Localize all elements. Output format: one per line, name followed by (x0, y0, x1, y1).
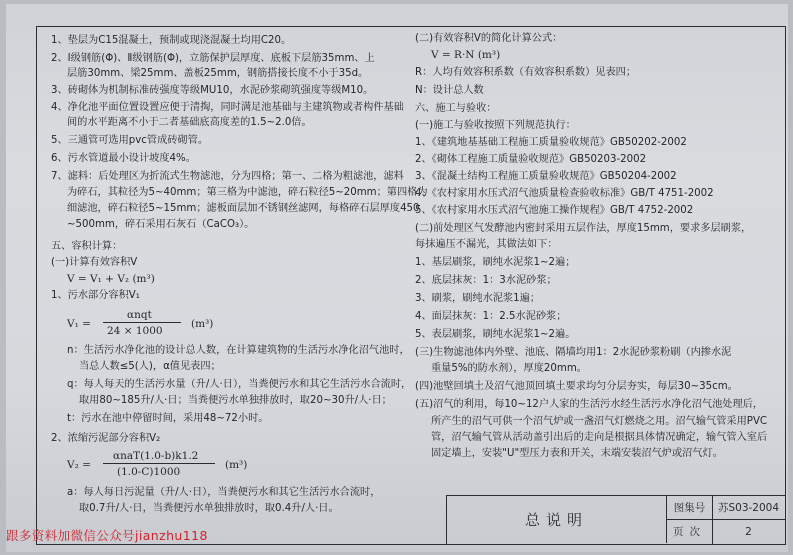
note-line: n：生活污水净化池的设计总人数，在计算建筑物的生活污水净化沼气池时， (67, 345, 410, 356)
note-line: q：每人每天的生活污水量（升/人·日），当粪便污水和其它生活污水合流时， (67, 379, 412, 390)
formula-v2-numerator: αnaT(1.0-b)k1.2 (113, 450, 199, 462)
watermark-text: 跟多资料加微信公众号jianzhu118 (6, 528, 208, 543)
section-heading: 五、容积计算： (51, 241, 123, 252)
standard-item: 5、《农村家用水压式沼气池施工操作规程》GB/T 4752-2002 (415, 205, 694, 216)
title-block (446, 495, 785, 544)
subsection-heading: (一)计算有效容积V (51, 257, 138, 268)
plaster-step: 4、面层抹灰：1：2.5水泥砂浆； (415, 311, 567, 322)
fraction-bar (103, 322, 181, 323)
note-line: 固定墙上，安装"U"型压力表和开关，末端安装沼气炉或沼气灯。 (431, 448, 723, 459)
formula-v: V = V₁ + V₂ (m³) (67, 273, 155, 285)
formula-v2-unit: (m³) (225, 459, 248, 471)
note-line: 细滤池，碎石粒径5~15mm；滤板面层加不锈钢丝滤网，每格碎石层厚度450 (67, 203, 420, 214)
note-line: 管，沼气输气管从活动盖引出后的走向是根据具体情况确定，输气管入室后 (431, 432, 768, 443)
section-heading: 六、施工与验收： (415, 103, 497, 114)
note-line: (二)前处理区气发酵池内密封采用五层作法，厚度15mm，要求多层刷浆， (415, 223, 752, 234)
plaster-step: 1、基层刷浆，刷纯水泥浆1~2遍； (415, 257, 576, 268)
note-line: N：设计总人数 (415, 85, 484, 96)
note-line: 1、污水部分容积V₁ (51, 290, 140, 301)
note-line: (五)沼气的利用，每10~12户人家的生活污水经生活污水净化沼气池处理后， (415, 399, 764, 410)
note-line: 所产生的沼气可供一个沼气炉或一盏沼气灯燃烧之用。沼气输气管采用PVC (431, 416, 768, 427)
formula-v1-lhs: V₁ = (67, 318, 91, 330)
drawing-frame (36, 26, 786, 545)
plaster-step: 2、底层抹灰：1：3水泥砂浆； (415, 275, 557, 286)
note-line: a：每人每日污泥量（升/人·日），当粪便污水和其它生活污水合流时， (67, 487, 381, 498)
note-line: 2、Ⅰ级钢筋(Φ)、Ⅱ级钢筋(Φ)，立筋保护层厚度、底板下层筋35mm、上 (51, 53, 375, 64)
formula-v2-lhs: V₂ = (67, 459, 91, 471)
page-number: 2 (745, 525, 752, 538)
note-line: R：人均有效容积系数（有效容积系数）见表四； (415, 67, 637, 78)
note-line: 当总人数≤5(人)，α值见表四； (79, 361, 221, 372)
note-line: 2、浓缩污泥部分容积V₂ (51, 433, 161, 444)
note-line: (三)生物滤池体内外壁、池底、隔墙均用1：2水泥砂浆粉刷（内掺水泥 (415, 347, 732, 358)
plaster-step: 5、表层刷浆，刷纯水泥浆1~2遍。 (415, 329, 576, 340)
subsection-heading: (二)有效容积V的简化计算公式： (415, 33, 563, 44)
atlas-number-value: 苏S03-2004 (717, 502, 780, 514)
note-line: 重量5%的防水剂），厚度20mm。 (431, 363, 587, 374)
note-line: 取用80~185升/人·日；当粪便污水单独排放时，取20~30升/人·日； (79, 395, 392, 406)
standard-item: 3、《混凝土结构工程施工质量验收规范》GB50204-2002 (415, 171, 677, 182)
drawing-sheet (6, 4, 788, 552)
note-line: 7、滤料：后处理区为折流式生物滤池，分为四格；第一、二格为粗滤池，滤料 (51, 171, 404, 182)
sheet-title: 总说明 (447, 496, 667, 543)
formula-v1-unit: (m³) (191, 318, 214, 330)
subsection-heading: (一)施工与验收按照下列规范执行： (415, 120, 576, 131)
note-line: 每抹遍压不漏光，其做法如下： (415, 239, 558, 250)
note-line: 3、砖砌体为机制标准砖强度等级MU10，水泥砂浆砌筑强度等级M10。 (51, 85, 374, 96)
note-line: t：污水在池中停留时间，采用48~72小时。 (67, 413, 269, 424)
formula-v2-denominator: (1.0-C)1000 (117, 466, 181, 478)
formula-v1-numerator: αnqt (127, 309, 152, 321)
standard-item: 1、《建筑地基基础工程施工质量验收规范》GB50202-2002 (415, 137, 687, 148)
note-line: 为碎石，其粒径为5~40mm；第三格为中滤池，碎石粒径5~20mm；第四格为 (67, 187, 428, 198)
note-line: 间的水平距离不小于二者基础底高度差的1.5~2.0倍。 (67, 117, 312, 128)
standard-item: 2、《砌体工程施工质量验收规范》GB50203-2002 (415, 154, 647, 165)
note-line: 取0.7升/人·日，当粪便污水单独排放时，取0.4升/人·日。 (79, 503, 339, 514)
formula-v1-denominator: 24 × 1000 (107, 325, 163, 337)
formula-v-simplified: V = R·N (m³) (431, 49, 501, 61)
plaster-step: 3、刷浆，刷纯水泥浆1遍； (415, 293, 541, 304)
note-line: (四)池壁回填土及沼气池顶回填土要求均匀分层夯实，每层30~35cm。 (415, 381, 738, 392)
standard-item: 4、《农村家用水压式沼气池质量检查验收标准》GB/T 4751-2002 (415, 188, 714, 199)
fraction-bar (103, 463, 215, 464)
atlas-number-label: 图集号 (673, 502, 706, 514)
note-line: 6、污水管道最小设计坡度4%。 (51, 153, 196, 164)
note-line: 4、净化池平面位置设置应便于清掏，同时满足池基础与主建筑物或者构件基础 (51, 102, 404, 113)
note-line: ~500mm，碎石采用石灰石（CaCO₃）。 (67, 219, 255, 230)
note-line: 1、垫层为C15混凝土，预制或现浇混凝土均用C20。 (51, 35, 292, 46)
page-label: 页次 (673, 526, 706, 538)
note-line: 5、三通管可选用pvc管成砖砌管。 (51, 135, 209, 146)
note-line: 层筋30mm、梁25mm、盖板25mm，钢筋搭接长度不小于35d。 (67, 68, 369, 79)
